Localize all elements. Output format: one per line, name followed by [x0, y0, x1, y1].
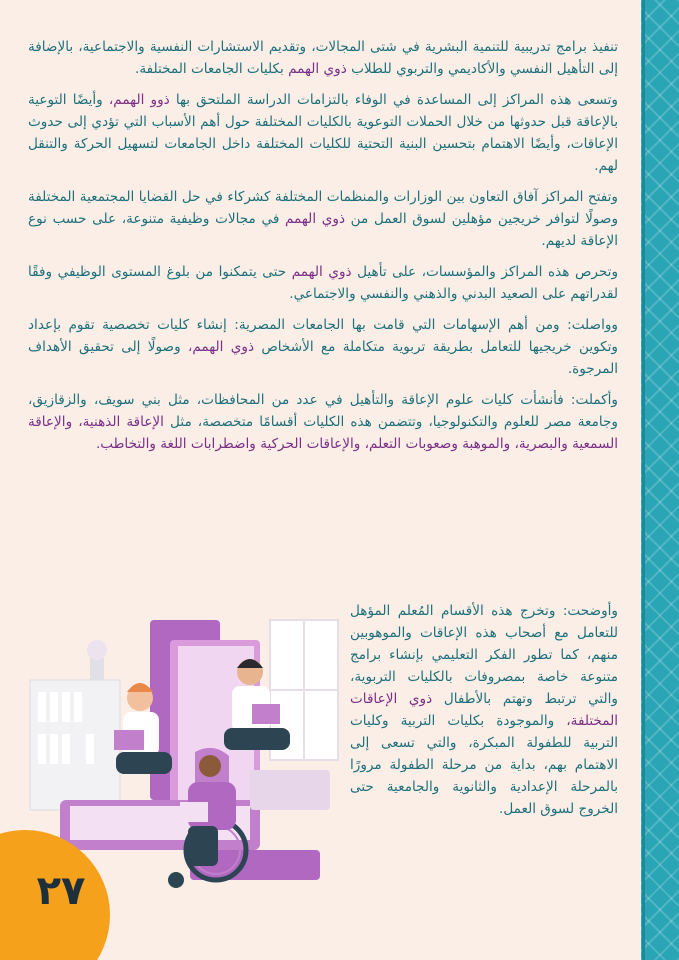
lower-paragraph-text-end: والموجودة بكليات التربية وكليات التربية للطفولة المبكرة، والتي تسعى إلى الاهتمام بهم، بداية من مرحلة الطفولة مرورًا بالمرحلة الإعدادية والثانوية والجامعية حتى الخروج لسوق العمل. — [350, 713, 618, 817]
paragraph-4 — [28, 261, 618, 305]
paragraph-2-text: وتسعى هذه المراكز إلى المساعدة في الوفاء بالتزامات الدراسة الملتحق بها — [169, 92, 618, 108]
paragraph-6 — [28, 389, 618, 455]
paragraph-1-text-end: بكليات الجامعات المختلفة. — [135, 61, 289, 77]
decorative-border-strip — [641, 0, 679, 960]
paragraph-1 — [28, 36, 618, 80]
paragraph-5-text: وواصلت: ومن أهم الإسهامات التي قامت بها الجامعات المصرية: إنشاء كليات تخصصية تقوم بإعداد وتكوين خريجيها للتعامل بطريقة تربوية متكاملة مع الأشخاص — [28, 317, 618, 355]
highlight-term: ذوي الهمم، — [187, 339, 255, 355]
highlight-term: ذوي الهمم — [285, 211, 346, 227]
paragraph-5-text-end: وصولًا إلى تحقيق الأهداف المرجوة. — [28, 339, 618, 377]
paragraph-3 — [28, 186, 618, 252]
paragraph-2-text-end: وأيضًا التوعية بالإعاقة قبل حدوثها من خلال الحملات التوعوية بالكليات المختلفة حول أهم الأسباب التي تؤدي إلى حدوث الإعاقات، وأيضًا الاهتمام بتحسين البنية التحتية للكليات المختلفة داخل الجامعات لتسهيل الحركة والتنقل لهم. — [28, 92, 618, 174]
highlight-term: ذوي الإعاقات المختلفة، — [350, 691, 618, 729]
article-body — [28, 36, 618, 464]
lower-paragraph — [350, 600, 618, 820]
paragraph-5 — [28, 314, 618, 380]
highlight-term: ذوي الهمم — [291, 264, 352, 280]
page-number: ٢٧ — [36, 868, 86, 914]
highlight-term: ذوو الهمم، — [108, 92, 170, 108]
paragraph-4-text-end: حتى يتمكنوا من بلوغ المستوى الوظيفي وفقًا لقدراتهم على الصعيد البدني والذهني والنفسي والاجتماعي. — [28, 264, 618, 302]
paragraph-1-text: تنفيذ برامج تدريبية للتنمية البشرية في شتى المجالات، وتقديم الاستشارات النفسية والاجتماعية، بالإضافة إلى التأهيل النفسي والأكاديمي والتربوي للطلاب — [28, 39, 618, 77]
lower-paragraph-text: وأوضحت: وتخرج هذه الأقسام المُعلم المؤهل للتعامل مع أصحاب هذه الإعاقات والموهوبين منهم، كما تطور الفكر التعليمي بإنشاء برامج متنوعة خاصة بمصروفات بالكليات التربوية، والتي ترتبط وتهتم بالأطفال — [350, 603, 618, 707]
bookshelf-shape — [30, 640, 120, 810]
paragraph-3-text: وتفتح المراكز آفاق التعاون بين الوزارات والمنظمات المختلفة كشركاء في حل القضايا المجتمعية المختلفة وصولًا لتوافر خريجين مؤهلين لسوق العمل من — [28, 189, 619, 227]
paragraph-3-text-end: في مجالات وظيفية متنوعة، على حسب نوع الإعاقة لديهم. — [28, 211, 618, 249]
highlight-term: ذوي الهمم — [288, 61, 347, 77]
decorative-border-line — [642, 0, 645, 960]
paragraph-2 — [28, 89, 618, 177]
highlight-disabilities-list: الإعاقة الذهنية، والإعاقة السمعية والبصرية، والموهبة وصعوبات التعلم، والإعاقات الحركية واضطرابات اللغة والتخاطب. — [28, 414, 618, 452]
paragraph-4-text: وتحرص هذه المراكز والمؤسسات، على تأهيل — [351, 264, 619, 280]
paragraph-6-text: وأكملت: فأنشأت كليات علوم الإعاقة والتأهيل في عدد من المحافظات، مثل بني سويف، والزقازيق، وجامعة مصر للعلوم والتكنولوجيا، وتتضمن هذه الكليات أقسامًا متخصصة، مثل — [28, 392, 619, 430]
